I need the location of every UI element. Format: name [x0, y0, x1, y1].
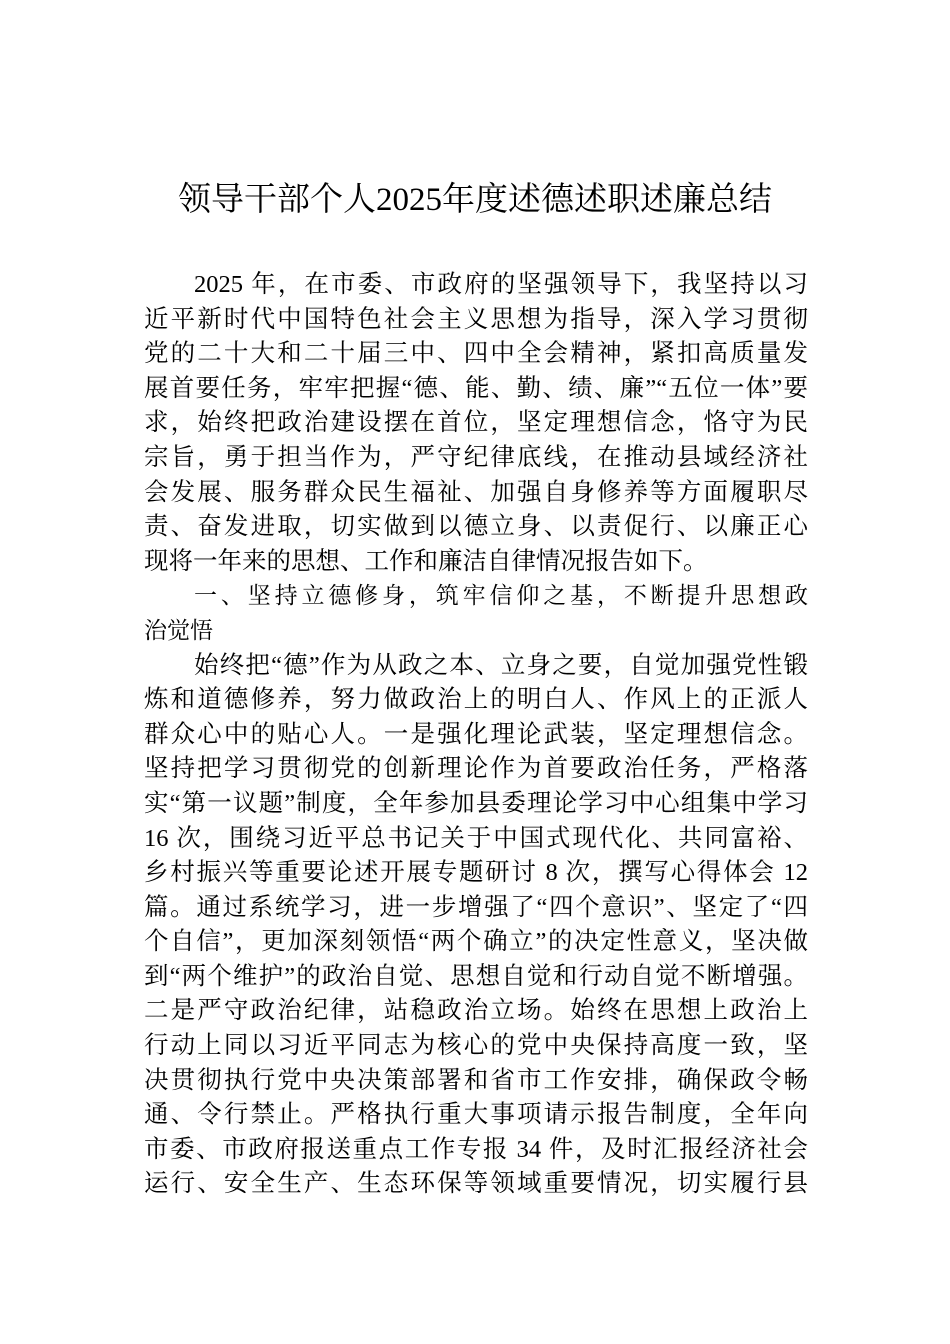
paragraph-line: 个自信”，更加深刻领悟“两个确立”的决定性意义，坚决做: [144, 928, 808, 956]
paragraph-line: 乡村振兴等重要论述开展专题研讨 8 次，撰写心得体会 12: [144, 859, 808, 887]
paragraph-line: 宗旨，勇于担当作为，严守纪律底线，在推动县域经济社: [144, 443, 808, 471]
document-body: [144, 268, 808, 1202]
document-title: 领导干部个人2025年度述德述职述廉总结: [178, 182, 772, 218]
paragraph-line: 坚持把学习贯彻党的创新理论作为首要政治任务，严格落: [144, 755, 808, 783]
paragraph-line: 行动上同以习近平同志为核心的党中央保持高度一致，坚: [144, 1032, 808, 1060]
paragraph-line: 近平新时代中国特色社会主义思想为指导，深入学习贯彻: [144, 305, 808, 333]
paragraph-line: 党的二十大和二十届三中、四中全会精神，紧扣高质量发: [144, 340, 808, 368]
paragraph-line: 群众心中的贴心人。一是强化理论武装，坚定理想信念。: [144, 720, 808, 748]
paragraph-line: 展首要任务，牢牢把握“德、能、勤、绩、廉”“五位一体”要: [144, 374, 808, 402]
paragraph-line: 会发展、服务群众民生福祉、加强自身修养等方面履职尽: [144, 478, 808, 506]
paragraph-line: 现将一年来的思想、工作和廉洁自律情况报告如下。: [144, 547, 708, 575]
paragraph-line: 通、令行禁止。严格执行重大事项请示报告制度，全年向: [144, 1101, 808, 1129]
paragraph-line: 运行、安全生产、生态环保等领域重要情况，切实履行县: [144, 1170, 808, 1198]
paragraph-line: 炼和道德修养，努力做政治上的明白人、作风上的正派人: [144, 686, 808, 714]
paragraph-line: 篇。通过系统学习，进一步增强了“四个意识”、坚定了“四: [144, 893, 808, 921]
paragraph-line: 2025 年，在市委、市政府的坚强领导下，我坚持以习: [194, 271, 808, 298]
paragraph-line: 责、奋发进取，切实做到以德立身、以责促行、以廉正心: [144, 513, 808, 541]
paragraph-line: 二是严守政治纪律，站稳政治立场。始终在思想上政治上: [144, 997, 808, 1025]
section-heading-line: 治觉悟: [144, 617, 213, 644]
paragraph-line: 始终把“德”作为从政之本、立身之要，自觉加强党性锻: [194, 651, 808, 679]
paragraph-line: 市委、市政府报送重点工作专报 34 件，及时汇报经济社会: [144, 1135, 808, 1163]
paragraph-line: 求，始终把政治建设摆在首位，坚定理想信念，恪守为民: [144, 409, 808, 437]
paragraph-line: 实“第一议题”制度，全年参加县委理论学习中心组集中学习: [144, 789, 808, 817]
paragraph-line: 16 次，围绕习近平总书记关于中国式现代化、共同富裕、: [144, 824, 808, 852]
paragraph-line: 到“两个维护”的政治自觉、思想自觉和行动自觉不断增强。: [144, 962, 808, 990]
paragraph-line: 决贯彻执行党中央决策部署和省市工作安排，确保政令畅: [144, 1066, 808, 1094]
section-heading-line: 一、坚持立德修身，筑牢信仰之基，不断提升思想政: [194, 583, 808, 610]
